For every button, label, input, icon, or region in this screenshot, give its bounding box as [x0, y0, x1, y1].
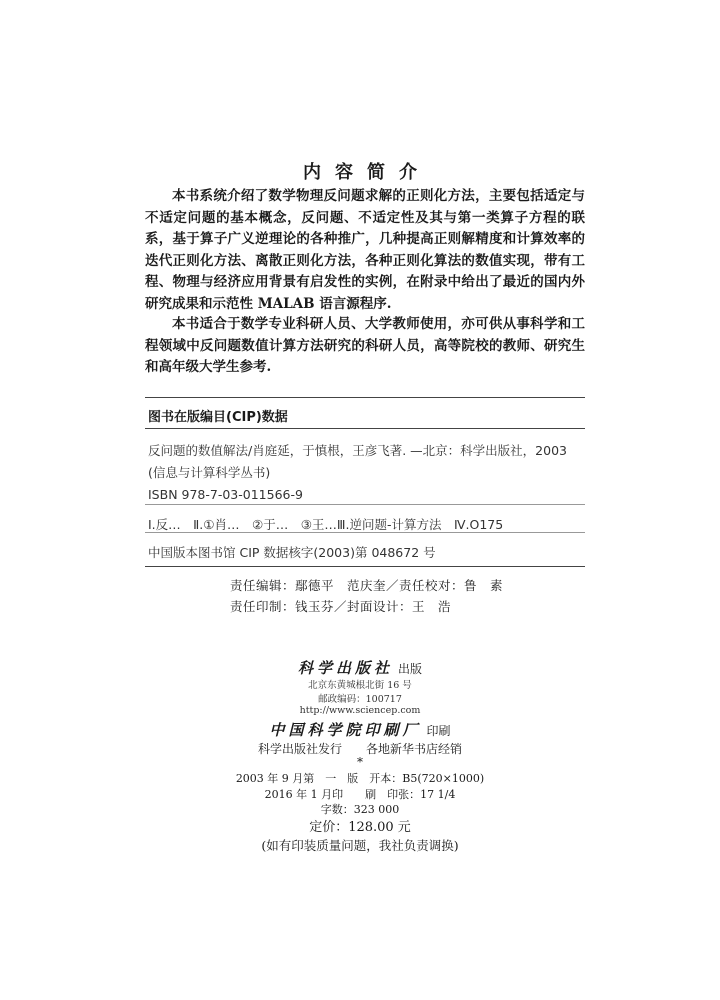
printer-logo: 中国科学院印刷厂	[269, 721, 422, 739]
cip-class-rule	[145, 532, 585, 533]
cip-isbn: ISBN 978-7-03-011566-9	[148, 487, 303, 502]
cip-classification: Ⅰ.反… Ⅱ.①肖… ②于… ③王…Ⅲ.逆问题-计算方法 Ⅳ.O175	[148, 517, 504, 532]
cip-heading-rule	[145, 428, 585, 429]
publisher-website: http://www.sciencep.com	[299, 705, 421, 716]
quality-note: (如有印装质量问题，我社负责调换)	[261, 838, 459, 853]
printing-line: 2016 年 1 月印 刷 印张：17 1/4	[264, 788, 456, 801]
cip-bottom-rule	[145, 566, 585, 567]
cip-isbn-rule	[145, 504, 585, 505]
intro-paragraph-1: 本书系统介绍了数学物理反问题求解的正则化方法，主要包括适定与不适定问题的基本概念，反问题、不适定性及其与第一类算子方程的联系，基于算子广义逆理论的各种推广，几种提高正则解精度和计算效率的迭代正则化方法、离散正则化方法，各种正则化算法的数值实现，带有工程、物理与经济应用背景有启发性的实例，在附录中给出了最近的国内外研究成果和示范性 MALAB 语言源程序.	[145, 188, 585, 312]
price-line: 定价：128.00 元	[309, 820, 411, 835]
publisher-address: 北京东黄城根北街 16 号	[308, 680, 412, 691]
publisher-postcode: 邮政编码：100717	[318, 694, 402, 705]
distribution-line: 科学出版社发行 各地新华书店经销	[257, 742, 462, 756]
wordcount-line: 字数：323 000	[320, 803, 400, 816]
publisher-line	[0, 657, 720, 678]
cip-catalog-line: 反问题的数值解法/肖庭延，于慎根，王彦飞著. —北京：科学出版社，2003	[148, 443, 567, 458]
credits-editors: 责任编辑：鄢德平 范庆奎／责任校对：鲁 素	[230, 578, 504, 593]
cip-top-rule	[145, 397, 585, 398]
print-label: 印刷	[426, 724, 451, 738]
edition-line: 2003 年 9 月第 一 版 开本：B5(720×1000)	[235, 772, 485, 785]
cip-series-line: (信息与计算科学丛书)	[148, 465, 271, 480]
intro-title: 内容简介	[303, 162, 431, 183]
printer-line	[0, 719, 720, 740]
publisher-logo: 科学出版社	[297, 659, 393, 677]
publish-label: 出版	[398, 662, 423, 676]
cip-record-number: 中国版本图书馆 CIP 数据核字(2003)第 048672 号	[148, 545, 436, 560]
intro-paragraph-2: 本书适合于数学专业科研人员、大学教师使用，亦可供从事科学和工程领域中反问题数值计算方法研究的科研人员，高等院校的教师、研究生和高年级大学生参考.	[145, 316, 585, 375]
cip-heading: 图书在版编目(CIP)数据	[148, 410, 288, 425]
credits-printing-design: 责任印制：钱玉芬／封面设计：王 浩	[230, 599, 452, 614]
separator-star: *	[357, 755, 363, 769]
